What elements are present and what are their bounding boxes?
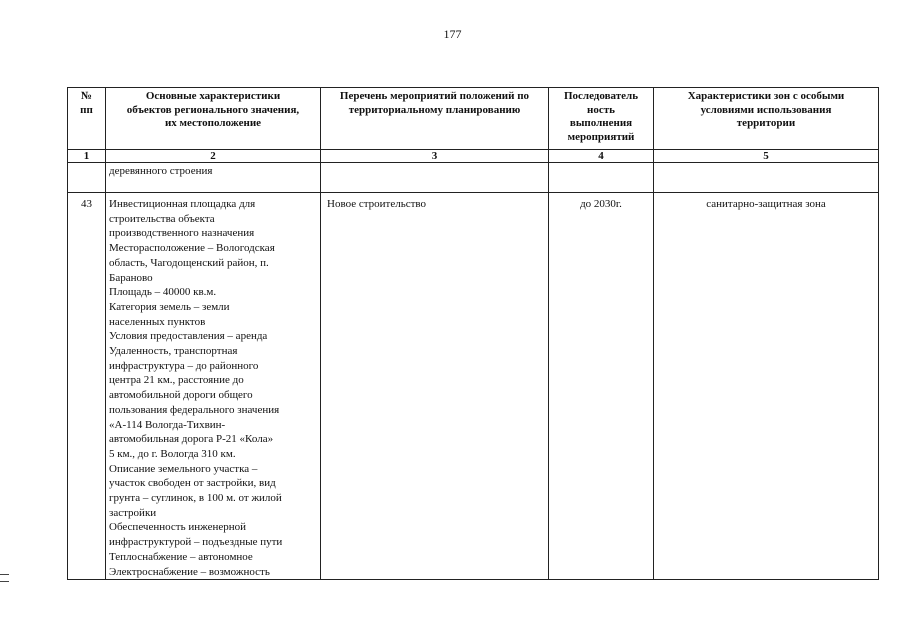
table-header-row [68, 88, 879, 150]
characteristics-line: грунта – суглинок, в 100 м. от жилой [109, 492, 282, 505]
characteristics-line: строительства объекта [109, 212, 215, 225]
characteristics-line: Бараново [109, 271, 153, 284]
table-row-continuation [68, 163, 879, 193]
characteristics-line: область, Чагодощенский район, п. [109, 256, 269, 269]
characteristics-line: Площадь – 40000 кв.м. [109, 286, 217, 299]
cont-cell-measures [321, 163, 549, 193]
row-number: 43 [68, 193, 106, 580]
header-zones-line-2: условиями использования [700, 103, 832, 116]
column-number-4: 4 [549, 150, 654, 163]
margin-mark [0, 574, 9, 575]
header-number [68, 88, 106, 150]
characteristics-line: Теплоснабжение – автономное [109, 550, 253, 563]
table-row-43 [68, 193, 879, 580]
characteristics-line: инфраструктурой – подъездные пути [109, 536, 283, 549]
row-sequence: до 2030г. [549, 193, 654, 580]
row-zones: санитарно-защитная зона [654, 193, 879, 580]
characteristics-line: участок свободен от застройки, вид [109, 477, 276, 490]
characteristics-line: Описание земельного участка – [109, 462, 258, 475]
characteristics-line: Месторасположение – Вологодская [109, 242, 275, 255]
header-sequence-line-4: мероприятий [567, 130, 635, 143]
characteristics-line: инфраструктура – до районного [109, 359, 259, 372]
column-number-2: 2 [106, 150, 321, 163]
characteristics-line: населенных пунктов [109, 315, 206, 328]
characteristics-line: застройки [109, 506, 157, 519]
header-characteristics-line-1: Основные характеристики [145, 90, 281, 102]
margin-mark [0, 581, 9, 582]
header-number-line-1: № [80, 90, 93, 102]
header-zones-line-3: территории [736, 117, 796, 129]
characteristics-line: центра 21 км., расстояние до [109, 374, 244, 387]
cont-cell-sequence [549, 163, 654, 193]
page-number: 177 [443, 27, 462, 41]
header-characteristics [106, 88, 321, 150]
header-zones-line-1: Характеристики зон с особыми [687, 90, 845, 102]
cont-cell-zones [654, 163, 879, 193]
header-sequence-line-3: выполнения [569, 117, 633, 129]
column-number-row [68, 150, 879, 163]
column-number-3: 3 [321, 150, 549, 163]
column-number-5: 5 [654, 150, 879, 163]
planning-table [67, 87, 879, 580]
column-number-1: 1 [68, 150, 106, 163]
header-number-line-2: пп [80, 103, 93, 116]
characteristics-line: Электроснабжение – возможность [109, 565, 270, 578]
characteristics-line: Категория земель – земли [109, 300, 230, 313]
cont-cell-number [68, 163, 106, 193]
characteristics-line: Удаленность, транспортная [109, 345, 238, 358]
header-zones [654, 88, 879, 150]
cont-cell-characteristics: деревянного строения [106, 163, 321, 193]
header-measures [321, 88, 549, 150]
header-sequence [549, 88, 654, 150]
characteristics-line: производственного назначения [109, 227, 255, 240]
header-measures-line-1: Перечень мероприятий положений по [339, 90, 530, 102]
characteristics-line: автомобильной дороги общего [109, 389, 253, 402]
header-characteristics-line-2: объектов регионального значения, [126, 103, 300, 116]
row-characteristics [106, 193, 321, 580]
characteristics-line: Условия предоставления – аренда [109, 330, 268, 343]
characteristics-line: 5 км., до г. Вологда 310 км. [109, 447, 236, 460]
characteristics-line: Инвестиционная площадка для [109, 198, 256, 210]
characteristics-line: пользования федерального значения [109, 403, 280, 416]
header-sequence-line-1: Последователь [563, 90, 639, 102]
characteristics-line: автомобильная дорога Р-21 «Кола» [109, 433, 274, 446]
header-measures-line-2: территориальному планированию [348, 103, 521, 116]
characteristics-line: «А-114 Вологда-Тихвин- [109, 418, 226, 431]
header-sequence-line-2: ность [587, 103, 615, 116]
characteristics-line: Обеспеченность инженерной [109, 521, 247, 534]
row-measures: Новое строительство [321, 193, 549, 580]
header-characteristics-line-3: их местоположение [164, 117, 262, 129]
